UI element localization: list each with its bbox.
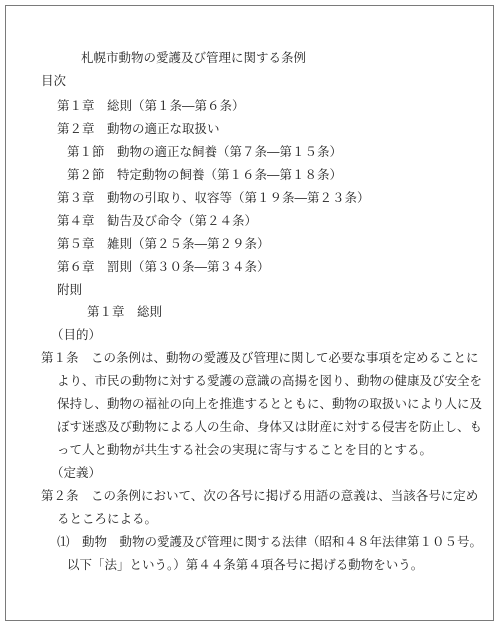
toc-item-section-1: 第１節 動物の適正な飼養（第７条―第１５条） xyxy=(67,144,343,159)
toc-heading: 目次 xyxy=(41,73,67,88)
ordinance-text xyxy=(6,6,495,622)
article-2-line: るところによる。 xyxy=(57,511,158,526)
toc-item-chapter-2: 第２章 動物の適正な取扱い xyxy=(57,121,220,136)
chapter-1-heading: 第１章 総則 xyxy=(87,304,163,319)
toc-item-chapter-4: 第４章 勧告及び命令（第２４条） xyxy=(57,213,258,228)
article-1-line: 第１条 この条例は、動物の愛護及び管理に関して必要な事項を定めることに xyxy=(41,350,479,365)
article-1-caption: （目的） xyxy=(51,327,102,342)
document-page xyxy=(5,5,494,621)
document-title: 札幌市動物の愛護及び管理に関する条例 xyxy=(81,50,307,65)
toc-item-chapter-6: 第６章 罰則（第３０条―第３４条） xyxy=(57,259,270,274)
article-2-item-1: ⑴ 動物 動物の愛護及び管理に関する法律（昭和４８年法律第１０５号。 xyxy=(57,534,483,549)
toc-item-section-2: 第２節 特定動物の飼養（第１６条―第１８条） xyxy=(67,167,343,182)
article-2-caption: （定義） xyxy=(51,465,102,480)
article-1-line: って人と動物が共生する社会の実現に寄与することを目的とする。 xyxy=(57,442,433,457)
article-2-item-1-continued: 以下「法」という。）第４４条第４項各号に掲げる動物をいう。 xyxy=(67,557,424,572)
article-1-line: 保持し、動物の福祉の向上を推進するとともに、動物の取扱いにより人に及 xyxy=(57,396,483,411)
toc-item-chapter-5: 第５章 雑則（第２５条―第２９条） xyxy=(57,236,270,251)
toc-item-supplementary: 附則 xyxy=(57,282,83,297)
toc-item-chapter-1: 第１章 総則（第１条―第６条） xyxy=(57,98,245,113)
article-2-line: 第２条 この条例において、次の各号に掲げる用語の意義は、当該各号に定め xyxy=(41,488,479,503)
article-1-line: ぼす迷惑及び動物による人の生命、身体又は財産に対する侵害を防止し、も xyxy=(57,419,483,434)
article-1-line: より、市民の動物に対する愛護の意識の高揚を図り、動物の健康及び安全を xyxy=(57,373,483,388)
toc-item-chapter-3: 第３章 動物の引取り、収容等（第１９条―第２３条） xyxy=(57,190,370,205)
